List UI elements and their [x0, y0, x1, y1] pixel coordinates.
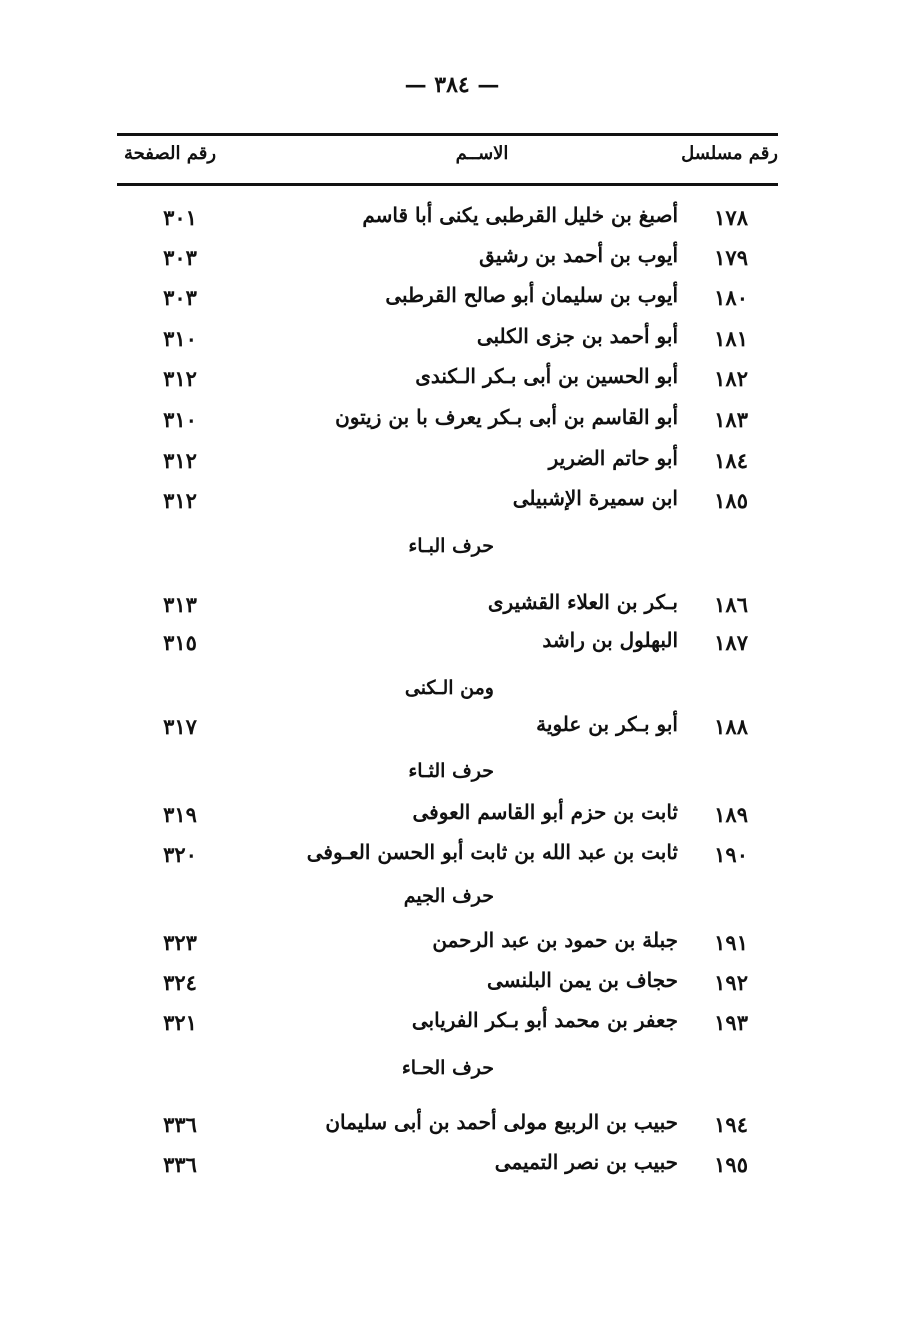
entry-name: أيوب بن سليمان أبو صالح القرطبى [385, 283, 678, 307]
index-row [117, 928, 778, 962]
serial-number: ١٨٩ [714, 802, 748, 827]
section-heading: حرف الجيم [403, 885, 494, 907]
index-row [117, 203, 778, 237]
page-reference: ٣٢١ [163, 1010, 197, 1035]
header-bottom-rule [117, 183, 778, 186]
section-heading: ومن الـكنى [404, 677, 494, 699]
header-top-rule [117, 133, 778, 136]
index-row [117, 364, 778, 398]
serial-number: ١٨١ [714, 326, 748, 351]
section-heading: حرف الثـاء [408, 760, 494, 782]
page-number: — ٣٨٤ — [404, 72, 500, 98]
index-row [117, 243, 778, 277]
entry-name: ثابت بن عبد الله بن ثابت أبو الحسن العـوفى [306, 840, 678, 864]
serial-number: ١٩٢ [714, 970, 748, 995]
index-row [117, 1150, 778, 1184]
entry-name: جبلة بن حمود بن عبد الرحمن [432, 928, 678, 952]
page-reference: ٣١٥ [163, 630, 197, 655]
entry-name: حجاف بن يمن البلنسى [487, 968, 678, 992]
serial-number: ١٨٧ [714, 630, 748, 655]
entry-name: جعفر بن محمد أبو بـكر الفريابى [411, 1008, 678, 1032]
page-reference: ٣٠٣ [163, 285, 197, 310]
index-row [117, 283, 778, 317]
page-reference: ٣٣٦ [163, 1112, 197, 1137]
serial-number: ١٩٠ [714, 842, 748, 867]
entry-name: ثابت بن حزم أبو القاسم العوفى [412, 800, 678, 824]
index-row [117, 446, 778, 480]
serial-number: ١٨٢ [714, 366, 748, 391]
serial-number: ١٧٨ [714, 205, 748, 230]
index-row [117, 628, 778, 662]
page-reference: ٣١٧ [163, 714, 197, 739]
section-heading: حرف البـاء [408, 535, 494, 557]
index-row [117, 712, 778, 746]
serial-number: ١٩١ [714, 930, 748, 955]
serial-number: ١٨٨ [714, 714, 748, 739]
index-row [117, 405, 778, 439]
entry-name: أبو بـكر بن علوية [536, 712, 678, 736]
entry-name: أبو حاتم الضرير [548, 446, 678, 470]
serial-number: ١٩٤ [714, 1112, 748, 1137]
serial-number: ١٨٤ [714, 448, 748, 473]
page-reference: ٣١٢ [163, 488, 197, 513]
entry-name: أبو القاسم بن أبى بـكر يعرف با بن زيتون [335, 405, 678, 429]
entry-name: حبيب بن الربيع مولى أحمد بن أبى سليمان [325, 1110, 678, 1134]
entry-name: ابن سميرة الإشبيلى [512, 486, 678, 510]
serial-number: ١٨٦ [714, 592, 748, 617]
entry-name: بـكر بن العلاء القشيرى [487, 590, 678, 614]
page-reference: ٣٠١ [163, 205, 197, 230]
header-name-label: الاســم [455, 143, 509, 164]
entry-name: البهلول بن راشد [542, 628, 678, 652]
page-reference: ٣١٢ [163, 366, 197, 391]
page-reference: ٣١٠ [163, 407, 197, 432]
index-row [117, 486, 778, 520]
page-reference: ٣٣٦ [163, 1152, 197, 1177]
entry-name: أيوب بن أحمد بن رشيق [479, 243, 678, 267]
entry-name: أبو أحمد بن جزى الكلبى [476, 324, 678, 348]
index-row [117, 1110, 778, 1144]
page-reference: ٣١٩ [163, 802, 197, 827]
entry-name: أبو الحسين بن أبى بـكر الـكندى [415, 364, 678, 388]
page-reference: ٣١٣ [163, 592, 197, 617]
entry-name: أصبغ بن خليل القرطبى يكنى أبا قاسم [362, 203, 678, 227]
serial-number: ١٨٥ [714, 488, 748, 513]
page-reference: ٣١٠ [163, 326, 197, 351]
section-heading: حرف الحـاء [401, 1057, 494, 1079]
serial-number: ١٩٣ [714, 1010, 748, 1035]
serial-number: ١٧٩ [714, 245, 748, 270]
index-row [117, 324, 778, 358]
page-reference: ٣٢٣ [163, 930, 197, 955]
index-row [117, 1008, 778, 1042]
index-row [117, 800, 778, 834]
page-reference: ٣٢٠ [163, 842, 197, 867]
page-reference: ٣٢٤ [163, 970, 197, 995]
entry-name: حبيب بن نصر التميمى [494, 1150, 678, 1174]
page-reference: ٣١٢ [163, 448, 197, 473]
index-row [117, 840, 778, 874]
serial-number: ١٩٥ [714, 1152, 748, 1177]
header-serial-label: رقم مسلسل [681, 143, 778, 164]
header-page-label: رقم الصفحة [124, 143, 217, 164]
serial-number: ١٨٣ [714, 407, 748, 432]
index-row [117, 968, 778, 1002]
serial-number: ١٨٠ [714, 285, 748, 310]
index-row [117, 590, 778, 624]
page-reference: ٣٠٣ [163, 245, 197, 270]
